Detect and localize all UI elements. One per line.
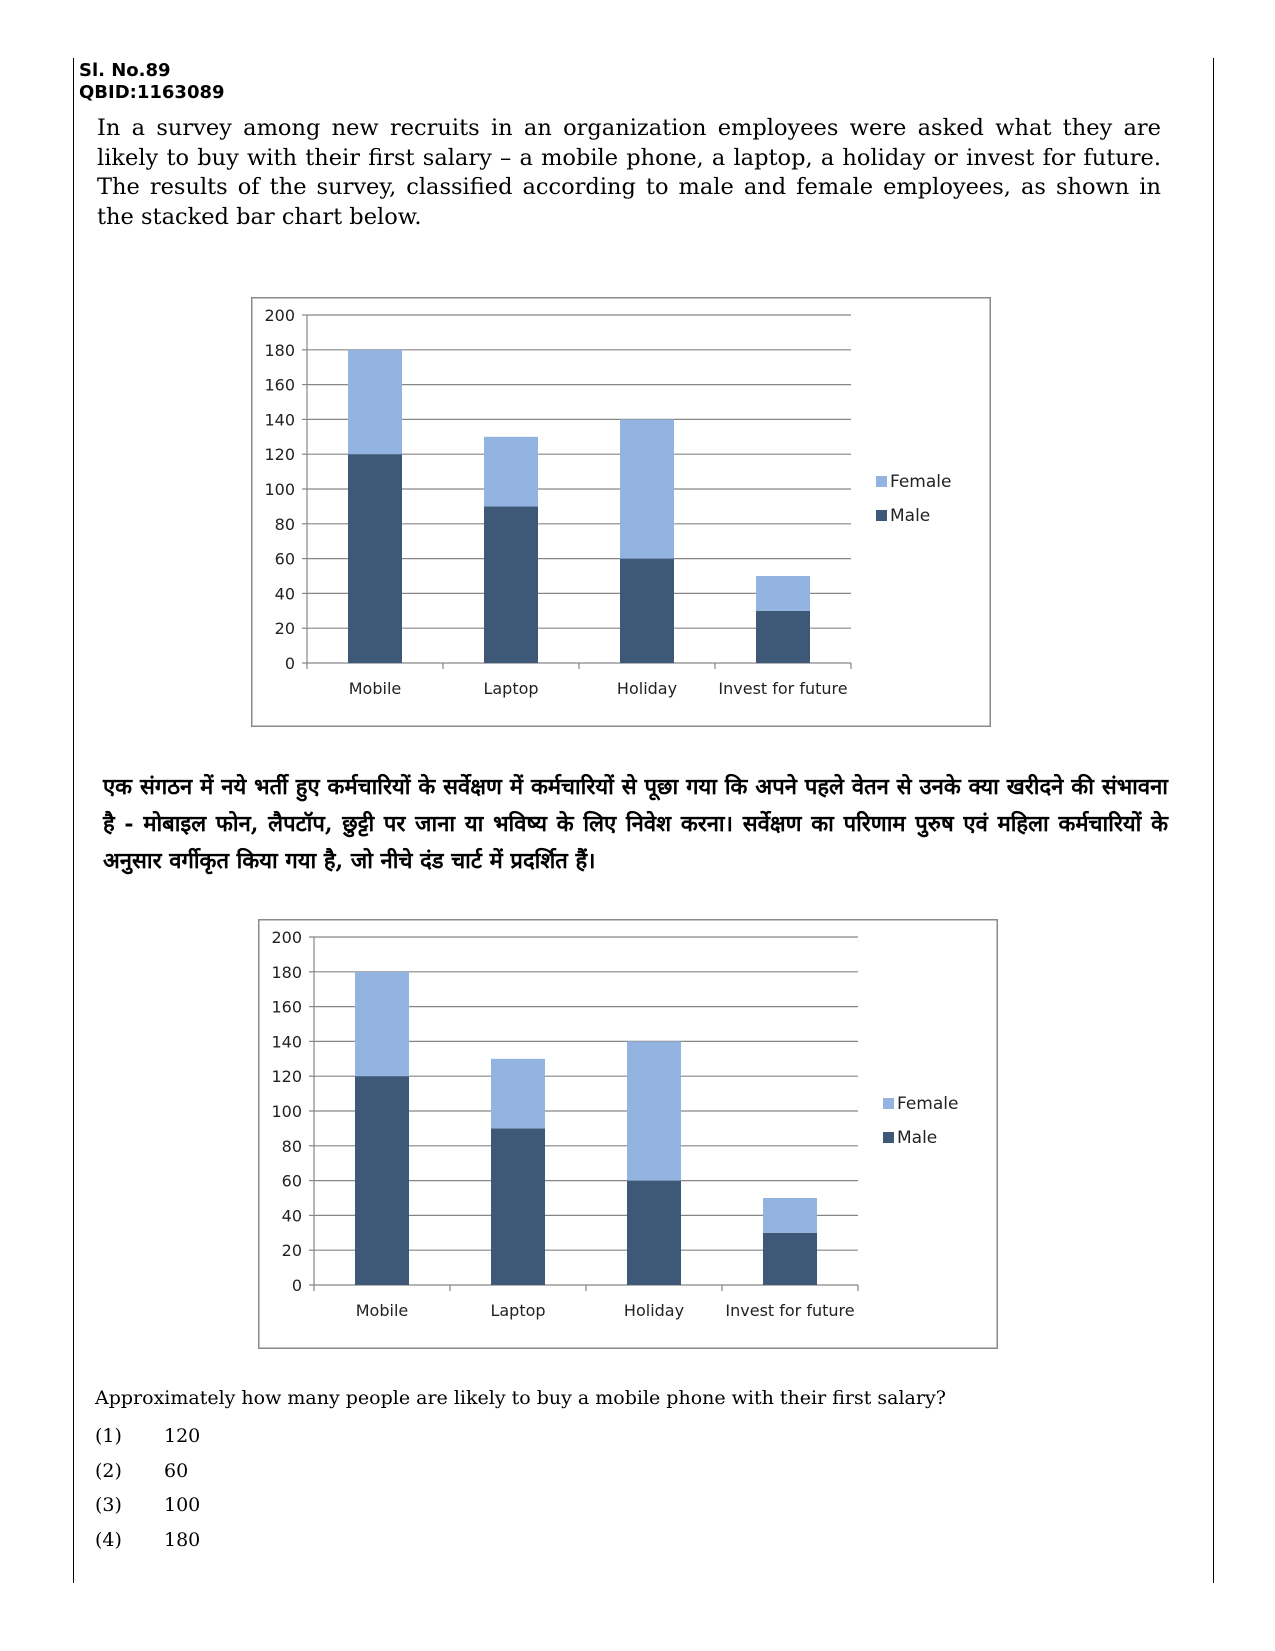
option-value: 120 (164, 1425, 201, 1447)
option-3[interactable] (95, 1494, 200, 1529)
option-1[interactable] (95, 1425, 200, 1460)
option-4[interactable] (95, 1529, 200, 1564)
bar-female (627, 1041, 681, 1180)
y-tick-label: 60 (281, 1171, 302, 1191)
x-tick-label: Mobile (355, 1301, 409, 1320)
legend-label: Female (890, 472, 952, 492)
y-tick-label: 180 (264, 340, 295, 360)
y-tick-label: 60 (274, 549, 295, 569)
y-tick-label: 20 (274, 619, 295, 639)
x-tick-label: Laptop (490, 1301, 546, 1320)
legend-swatch (876, 476, 887, 487)
x-tick-label: Mobile (348, 679, 402, 698)
qbid: QBID:1163089 (79, 82, 225, 103)
legend-swatch (876, 510, 887, 521)
option-2[interactable] (95, 1460, 200, 1495)
bar-female (491, 1059, 545, 1129)
left-margin-rule (73, 58, 74, 1583)
option-number: (3) (95, 1494, 122, 1516)
y-tick-label: 0 (284, 654, 295, 673)
y-tick-label: 180 (271, 962, 302, 982)
y-tick-label: 140 (264, 410, 295, 430)
y-tick-label: 200 (264, 306, 295, 325)
y-tick-label: 160 (271, 997, 302, 1017)
y-tick-label: 80 (281, 1136, 302, 1156)
y-tick-label: 120 (264, 445, 295, 465)
bar-male (756, 611, 810, 663)
y-tick-label: 200 (271, 928, 302, 947)
y-tick-label: 40 (274, 584, 295, 604)
bar-female (355, 972, 409, 1076)
bar-female (620, 419, 674, 558)
answer-options (95, 1425, 200, 1563)
x-tick-label: Invest for future (725, 1301, 855, 1320)
question-text: Approximately how many people are likely to buy a mobile phone with their first salary? (95, 1387, 946, 1409)
y-tick-label: 100 (264, 480, 295, 499)
serial-number: Sl. No.89 (79, 60, 171, 81)
y-tick-label: 120 (271, 1067, 302, 1087)
y-tick-label: 140 (271, 1032, 302, 1052)
x-tick-label: Holiday (616, 679, 678, 698)
y-tick-label: 20 (281, 1241, 302, 1261)
question-meta (79, 60, 225, 104)
y-tick-label: 160 (264, 375, 295, 395)
bar-female (484, 437, 538, 507)
y-tick-label: 80 (274, 514, 295, 534)
option-number: (4) (95, 1528, 122, 1551)
y-tick-label: 40 (281, 1206, 302, 1226)
intro-english: In a survey among new recruits in an organization employees were asked what they are likely to buy with their first salary – a mobile phone, a laptop, a holiday or invest for future. The results of the survey, classified according to male and female employees, as shown in the stacked bar chart below. (97, 115, 1161, 230)
x-tick-label: Holiday (623, 1301, 685, 1320)
y-tick-label: 0 (291, 1276, 302, 1295)
legend-swatch (883, 1132, 894, 1143)
bar-male (348, 454, 402, 663)
option-value: 180 (164, 1528, 201, 1551)
legend-label: Male (890, 506, 931, 526)
bar-female (763, 1198, 817, 1233)
bar-male (484, 506, 538, 663)
bar-male (763, 1233, 817, 1285)
bar-male (355, 1076, 409, 1285)
legend-label: Female (897, 1094, 959, 1114)
option-value: 100 (164, 1494, 201, 1516)
intro-hindi: एक संगठन में नये भर्ती हुए कर्मचारियों के सर्वेक्षण में कर्मचारियों से पूछा गया कि अपने पहले वेतन से उनके क्या खरीदने की संभावना है - मोबाइल फोन, लैपटॉप, छुट्टी पर जाना या भविष्य के लिए निवेश करना। सर्वेक्षण का परिणाम पुरुष एवं महिला कर्मचारियों के अनुसार वर्गीकृत किया गया है, जो नीचे दंड चार्ट में प्रदर्शित हैं। (103, 774, 1168, 874)
y-tick-label: 100 (271, 1102, 302, 1121)
option-value: 60 (164, 1459, 189, 1482)
legend-swatch (883, 1098, 894, 1109)
bar-male (620, 559, 674, 663)
right-margin-rule (1213, 58, 1214, 1583)
x-tick-label: Invest for future (718, 679, 848, 698)
option-number: (1) (95, 1425, 122, 1447)
bar-male (491, 1128, 545, 1285)
stacked-bar-chart-english (251, 297, 991, 732)
bar-male (627, 1181, 681, 1285)
legend-label: Male (897, 1128, 938, 1148)
option-number: (2) (95, 1459, 122, 1482)
bar-female (756, 576, 810, 611)
bar-female (348, 350, 402, 454)
x-tick-label: Laptop (483, 679, 539, 698)
stacked-bar-chart-hindi (258, 919, 998, 1354)
